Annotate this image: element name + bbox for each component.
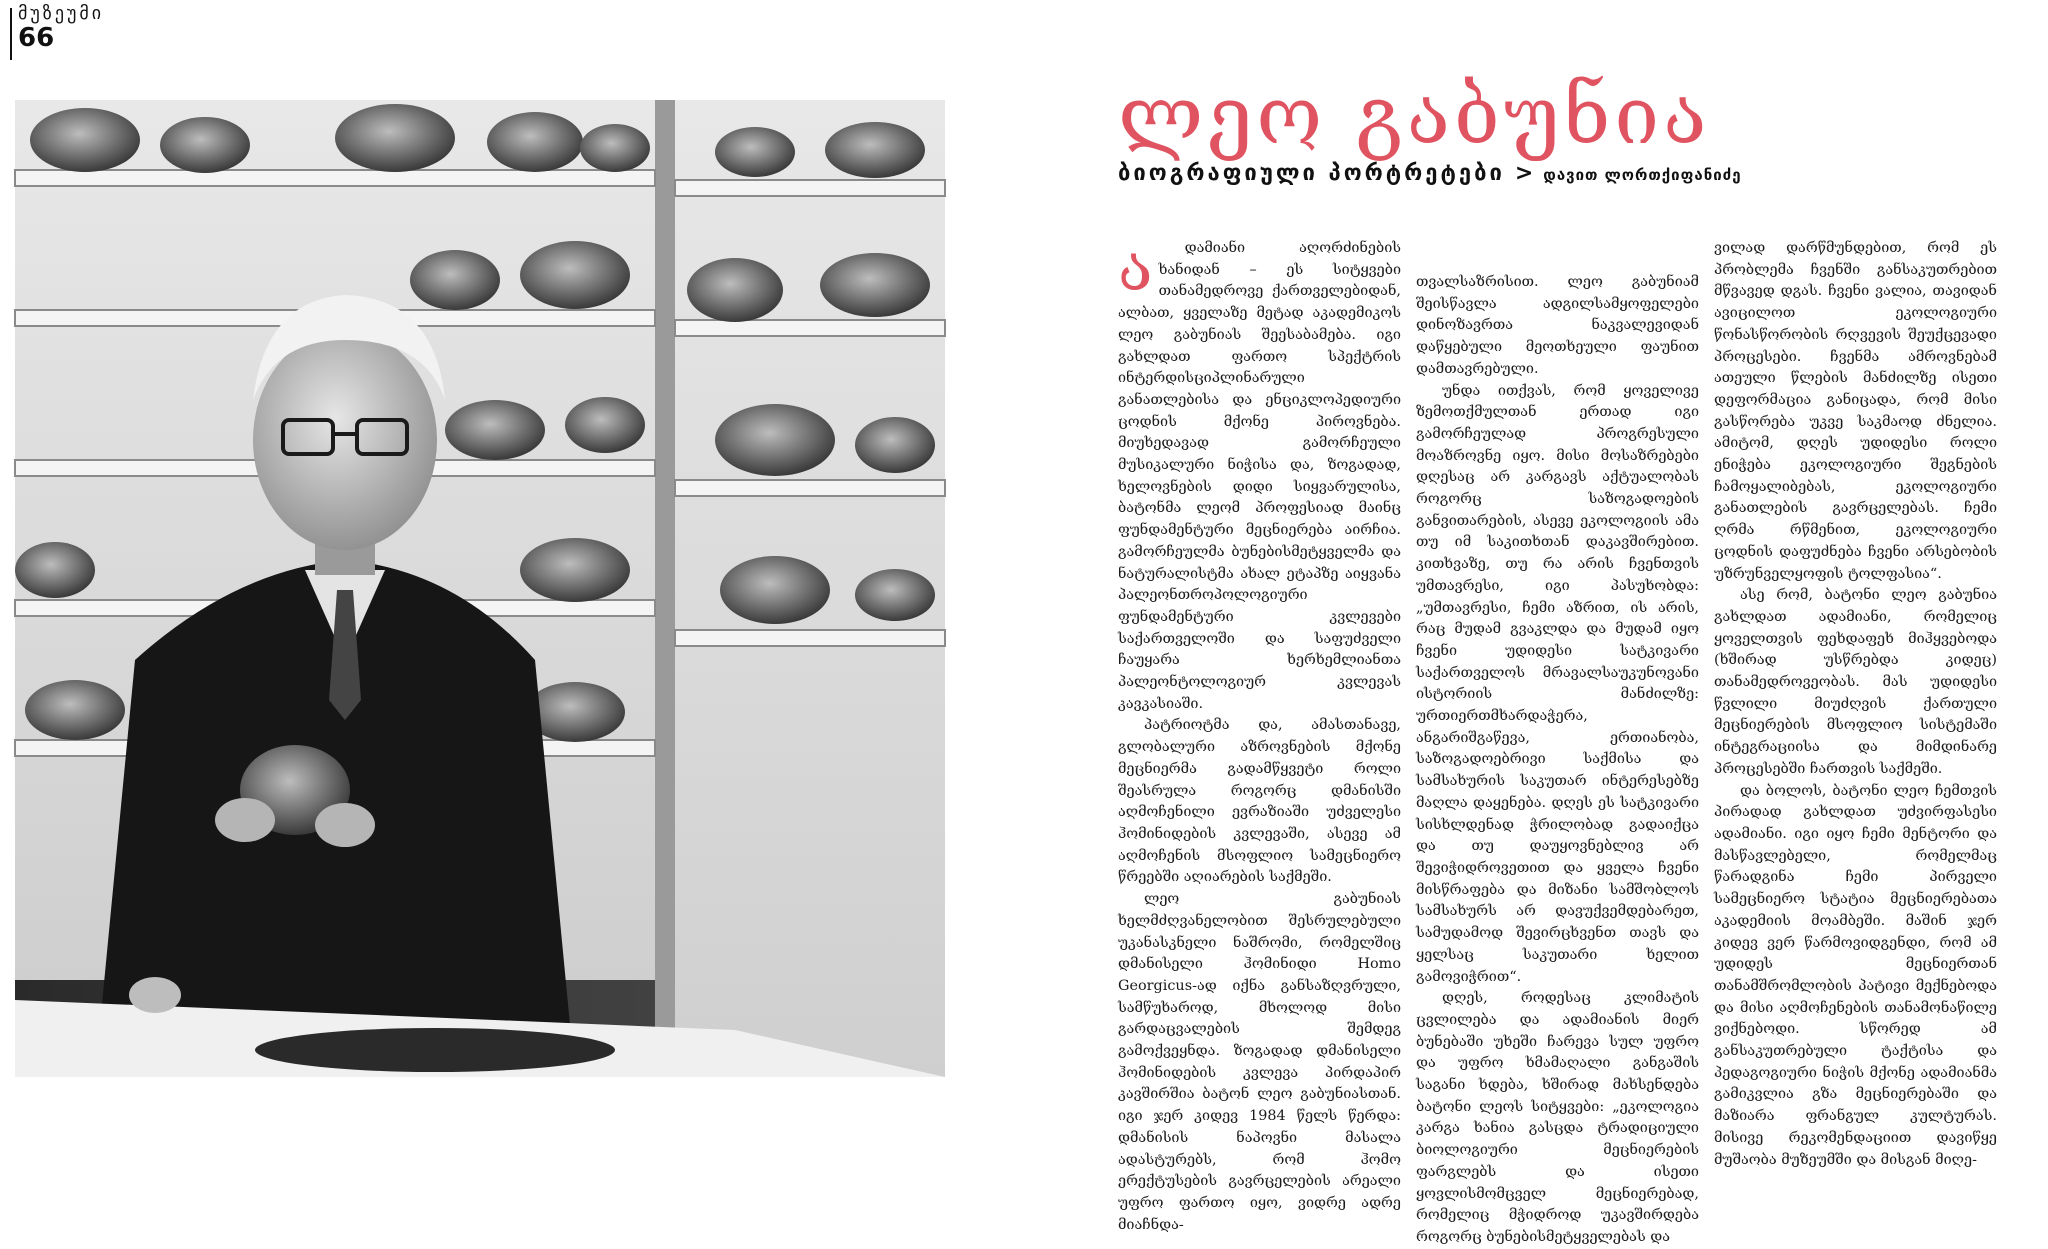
section-label: მუზეუმი [18, 3, 105, 24]
paragraph: დამიანი აღორძინების ხანიდან – ეს სიტყვები თანამედროვე ქართველებიდან, ალბათ, ყველაზე მეტად აკადემიკოს ლეო გაბუნიას შეესაბამება. იგი გახლდათ ფართო სპექტრის ინტერდისციპლინარული განათლებისა და ენციკლოპედიური ცოდნის მქონე პიროვნება. მიუხედავად გამორჩეული მუსიკალური ნიჭისა და, ზოგადად, ხელოვნების დიდი სიყვარულისა, ბატონმა ლეომ პროფესიად მაინც ფუნდამენტური მეცნიერება აირჩია. გამორჩეულმა ბუნებისმეტყველმა და ნატურალისტმა ახალ ეტაპზე აიყვანა პალეონთროპოლოგიური ფუნდამენტური კვლევები საქართველოში და საფუძველი ჩაუყარა ხერხემლიანთა პალეონტოლოგიურ კვლევას კავკასიაში. [1118, 240, 1401, 712]
text-column-2 [1416, 272, 1699, 1245]
page-number: 66 [18, 23, 55, 53]
text-column-1 [1118, 232, 1401, 1233]
paragraph: ასე რომ, ბატონი ლეო გაბუნია გახლდათ ადამიანი, რომელიც ყოველთვის ფეხდაფეხ მიჰყვებოდა (ხშირად უსწრებდა კიდეც) თანამედროვეობას. მას უდიდესი წვლილი მიუძღვის ქართული მეცნიერების მსოფლიო სისტემაში ინტეგრაციისა და მიმდინარე პროცესებში ჩართვის საქმეში. [1714, 587, 1997, 777]
subtitle-separator: > [1514, 161, 1534, 186]
portrait-photo [15, 100, 945, 1077]
paragraph: და ბოლოს, ბატონი ლეო ჩემთვის პირადად გახლდათ უძვირფასესი ადამიანი. იგი იყო ჩემი მენტორი და მასწავლებელი, რომელმაც წარადგინა ჩემი პირველი სამეცნიერო სტატია მეცნიერებათა აკადემიის მოამბეში. მაშინ ჯერ კიდევ ვერ წარმოვიდგენდი, რომ ამ უდიდეს მეცნიერთან თანამშრომლობის პატივი მექნებოდა და მისი აღმოჩენების თანამონაწილე ვიქნებოდი. სწორედ ამ განსაკუთრებული ტაქტისა და პედაგოგიური ნიჭის მქონე ადამიანმა გამიკვლია გზა მეცნიერებაში და მაზიარა ფრანგულ კულტურას. მისივე რეკომენდაციით დავიწყე მუშაობა მუზეუმში და მისგან მიღე- [1714, 782, 1997, 1168]
paragraph: თვალსაზრისით. ლეო გაბუნიამ შეისწავლა ადგილსამყოფელები დინოზავრთა ნაკვალევიდან დაწყებული მეოთხეული ფაუნით დამთავრებული. [1416, 274, 1699, 377]
drop-cap: ა [1118, 232, 1153, 306]
series-label: ბიოგრაფიული პორტრეტები [1118, 161, 1505, 186]
page-header [18, 4, 104, 52]
paragraph: პატრიოტმა და, ამასთანავე, გლობალური აზროვნების მქონე მეცნიერმა გადამწყვეტი როლი შეასრულა როგორც დმანისში აღმოჩენილი ევრაზიაში უძველესი ჰომინიდების კვლევაში, ასევე ამ აღმოჩენის მსოფლიო სამეცნიერო წრეებში აღიარების საქმეში. [1118, 717, 1401, 886]
paragraph: ლეო გაბუნიას ხელმძღვანელობით შესრულებული უკანასკნელი ნაშრომი, რომელშიც დმანისელი ჰომინიდი Homo Georgicus-ად იქნა განსაზღვრული, სამწუხაროდ, მხოლოდ მისი გარდაცვალების შემდეგ გამოქვეყნდა. ზოგადად დმანისელი ჰომინიდების კვლევა პირდაპირ კავშირშია ბატონ ლეო გაბუნიასთან. იგი ჯერ კიდევ 1984 წელს წერდა: დმანისის ნაპოვნი მასალა ადასტურებს, რომ ჰომო ერექტუსების გავრცელების არეალი უფრო ფართო იყო, ვიდრე ადრე მიაჩნდა- [1118, 891, 1401, 1233]
paragraph: დღეს, როდესაც კლიმატის ცვლილება და ადამიანის მიერ ბუნებაში უხეში ჩარევა სულ უფრო და უფრო ხმამაღალი განგაშის საგანი ხდება, ხშირად მახსენდება ბატონი ლეოს სიტყვები: „ეკოლოგია კარგა ხანია გასცდა ტრადიციული ბიოლოგიური მეცნიერების ფარგლებს და ისეთი ყოვლისმომცველ მეცნიერებად, რომელიც მჭიდროდ უკავშირდება როგორც ბუნებისმეტყველებას და [1416, 990, 1699, 1245]
text-column-3 [1714, 238, 1997, 1168]
article-subtitle [1118, 160, 2018, 189]
header-rule [10, 8, 12, 60]
author-name: დავით ლორთქიფანიძე [1543, 166, 1742, 184]
article-title: ლეო გაბუნია [1118, 69, 1711, 162]
paragraph: უნდა ითქვას, რომ ყოველივე ზემოთქმულთან ერთად იგი გამორჩეულად პროგრესული მოაზროვნე იყო. მისი მოსაზრებები დღესაც არ კარგავს აქტუალობას როგორც საზოგადოების განვითარების, ასევე ეკოლოგიის ამა თუ იმ საკითხთან დაკავშირებით. კითხვაზე, თუ რა არის ჩვენთვის უმთავრესი, იგი პასუხობდა: „უმთავრესი, ჩემი აზრით, ის არის, რაც მუდამ გვაკლდა და მუდამ იყო ჩვენი უდიდესი სატკივარი საქართველოს მრავალსაუკუნოვანი ისტორიის მანძილზე: ურთიერთმხარდაჭერა, ანგარიშგაწევა, ერთიანობა, საზოგადოებრივი საქმისა და სამსახურის საკუთარ ინტერესებზე მაღლა დაყენება. დღეს ეს სატკივარი სისხლდენად ჭრილობად გადაიქცა და თუ დაუყოვნებლივ არ შევიჭიდროვეთით და ყველა ჩვენი მისწრაფება და მიზანი სამშობლოს სამსახურს არ დავუქვემდებარეთ, სამუდამოდ შევირცხვენთ თავს და ყელსაც საკუთარი ხელით გამოვიჭრით“. [1416, 382, 1699, 985]
paragraph: ვილად დარწმუნდებით, რომ ეს პრობლემა ჩვენში განსაკუთრებით მწვავედ დგას. ჩვენი ვალია, თავიდან ავიცილოთ ეკოლოგიური წონასწორობის რღვევის შეუქცევადი პროცესები. ჩვენმა ამროვნებამ ათეული წლების მანძილზე ისეთი დეფორმაცია განიცადა, რომ მისი გასწორება უკვე საკმაოდ ძნელია. ამიტომ, დღეს უდიდესი როლი ენიჭება ეკოლოგიური შეგნების ჩამოყალიბებას, ეკოლოგიური განათლების გავრცელებას. ჩემი ღრმა რწმენით, ეკოლოგიური ცოდნის დაფუძნება ჩვენი არსებობის უზრუნველყოფის ტოლფასია“. [1714, 240, 1997, 582]
